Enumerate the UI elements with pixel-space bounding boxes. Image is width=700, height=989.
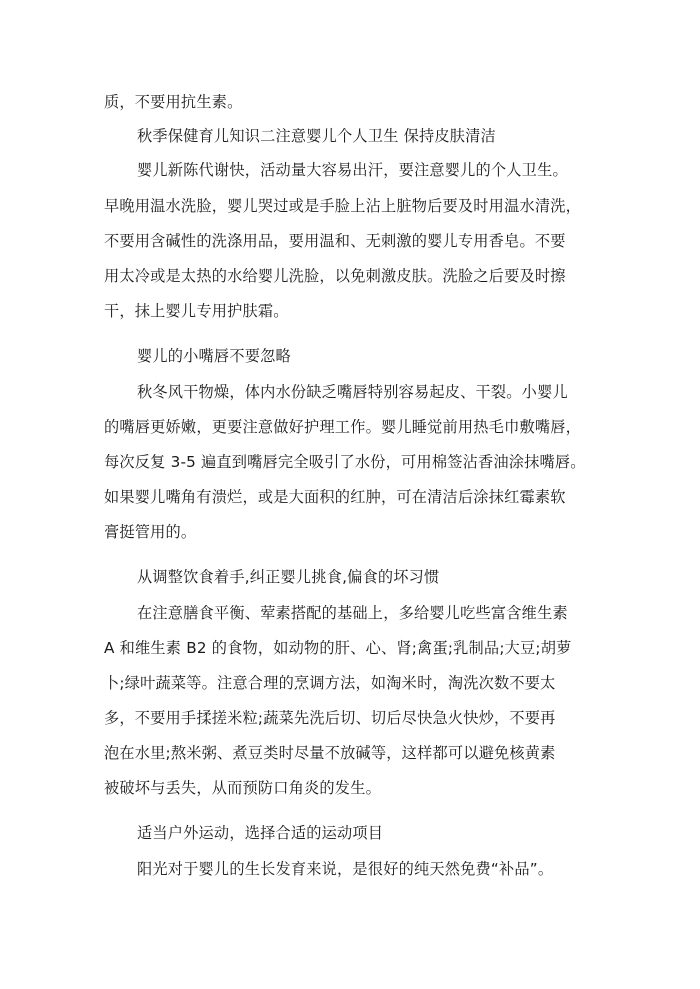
text-line: 的嘴唇更娇嫩，更要注意做好护理工作。婴儿睡觉前用热毛巾敷嘴唇， [104, 418, 582, 436]
text-line: 用太冷或是太热的水给婴儿洗脸，以免刺激皮肤。洗脸之后要及时擦 [104, 267, 566, 285]
text-line: 卜;绿叶蔬菜等。注意合理的烹调方法，如淘米时，淘洗次数不要太 [104, 674, 556, 692]
text-line: 被破坏与丢失，从而预防口角炎的发生。 [104, 779, 381, 797]
section-heading: 从调整饮食着手,纠正婴儿挑食,偏食的坏习惯 [137, 568, 440, 586]
section-heading: 适当户外运动，选择合适的运动项目 [137, 824, 384, 842]
text-line: 早晚用温水洗脸，婴儿哭过或是手脸上沾上脏物后要及时用温水清洗， [104, 197, 582, 215]
text-line: 在注意膳食平衡、荤素搭配的基础上，多给婴儿吃些富含维生素 [137, 604, 568, 622]
text-line: 泡在水里;熬米粥、煮豆类时尽量不放碱等，这样都可以避免核黄素 [104, 744, 556, 762]
text-line: 膏挺管用的。 [104, 523, 197, 541]
text-line: 如果婴儿嘴角有溃烂，或是大面积的红肿，可在清洁后涂抹红霉素软 [104, 488, 566, 506]
text-line: 阳光对于婴儿的生长发育来说，是很好的纯天然免费“补品”。 [137, 860, 554, 878]
text-line: 婴儿新陈代谢快，活动量大容易出汗，要注意婴儿的个人卫生。 [137, 161, 568, 179]
section-heading: 秋季保健育儿知识二注意婴儿个人卫生 保持皮肤清洁 [137, 127, 496, 145]
section-heading: 婴儿的小嘴唇不要忽略 [137, 347, 291, 365]
text-line: 多，不要用手揉搓米粒;蔬菜先洗后切、切后尽快急火快炒，不要再 [104, 709, 556, 727]
text-line: 不要用含碱性的洗涤用品，要用温和、无刺激的婴儿专用香皂。不要 [104, 232, 566, 250]
text-line: 秋冬风干物燥，体内水份缺乏嘴唇特别容易起皮、干裂。小婴儿 [137, 383, 568, 401]
text-line: 干，抹上婴儿专用护肤霜。 [104, 302, 289, 320]
text-line: A 和维生素 B2 的食物，如动物的肝、心、肾;禽蛋;乳制品;大豆;胡萝 [104, 639, 572, 657]
text-line: 质，不要用抗生素。 [104, 93, 243, 111]
text-line: 每次反复 3-5 遍直到嘴唇完全吸引了水份，可用棉签沾香油涂抹嘴唇。 [104, 453, 586, 471]
